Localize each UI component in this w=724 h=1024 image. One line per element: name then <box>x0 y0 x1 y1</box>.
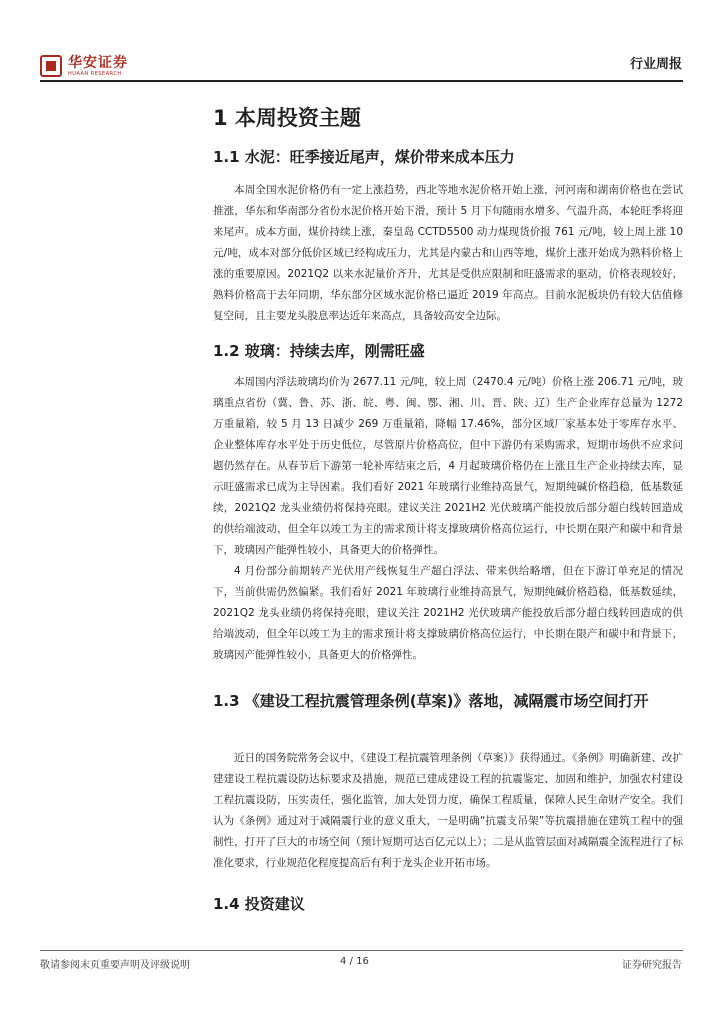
section-heading-cement: 1.1 水泥：旺季接近尾声，煤价带来成本压力 <box>213 148 515 166</box>
section-body-seismic <box>213 748 683 874</box>
section-heading-seismic: 1.3 《建设工程抗震管理条例(草案)》落地，减隔震市场空间打开 <box>213 692 649 710</box>
page-title: 1 本周投资主题 <box>213 106 361 130</box>
paragraph: 本周全国水泥价格仍有一定上涨趋势，西北等地水泥价格开始上涨，河河南和湖南价格也在尝试推涨，华东和华南部分省份水泥价格开始下滑，预计 5 月下旬随雨水增多、气温升高，本轮旺季将迎来尾声。成本方面，煤价持续上涨，秦皇岛 CCTD5500 动力煤现货价报 761 元/吨，较上周上涨 10 元/吨，成本对部分低价区域已经构成压力，尤其是内蒙古和山西等地，煤价上涨开始成为熟料价格上涨的重要原因。2021Q2 以来水泥量价齐升，尤其是受供应限制和旺盛需求的驱动，价格表现较好，熟料价格高于去年同期，华东部分区域水泥价格已逼近 2019 年高点。目前水泥板块仍有较大估值修复空间，且主要龙头股息率达近年来高点，具备较高安全边际。 <box>213 184 683 322</box>
company-logo <box>40 55 128 77</box>
section-body-cement <box>213 180 683 327</box>
header-divider <box>40 80 683 82</box>
paragraph: 近日的国务院常务会议中，《建设工程抗震管理条例（草案）》获得通过。《条例》明确新建、改扩建建设工程抗震设防达标要求及措施，规范已建成建设工程的抗震鉴定、加固和维护，加强农村建设工程抗震设防，压实责任，强化监管，加大处罚力度，确保工程质量，保障人民生命财产安全。我们认为《条例》通过对于减隔震行业的意义重大，一是明确“抗震支吊架”等抗震措施在建筑工程中的强制性，打开了巨大的市场空间（预计短期可达百亿元以上）；二是从监管层面对减隔震全流程进行了标准化要求，行业规范化程度提高后有利于龙头企业开拓市场。 <box>213 752 683 869</box>
logo-icon <box>40 55 62 77</box>
section-heading-glass: 1.2 玻璃：持续去库，刚需旺盛 <box>213 342 425 360</box>
paragraph: 4 月份部分前期转产光伏用产线恢复生产超白浮法、带来供给略增，但在下游订单充足的情况下，当前供需仍然偏紧。我们看好 2021 年玻璃行业维持高景气，短期纯碱价格趋稳，低基数延续，2021Q2 龙头业绩仍将保持亮眼，建议关注 2021H2 光伏玻璃产能投放后部分超白线转回造成的供给端波动，但全年以竣工为主的需求预计将支撑玻璃价格高位运行，中长期在限产和碳中和背景下，玻璃因产能弹性较小，具备更大的价格弹性。 <box>213 565 683 661</box>
section-body-glass <box>213 372 683 666</box>
footer-disclaimer: 敬请参阅末页重要声明及评级说明 <box>40 960 190 971</box>
report-type-label: 行业周报 <box>629 57 682 72</box>
section-heading-investment: 1.4 投资建议 <box>213 895 305 913</box>
logo-english-name: HUAAN RESEARCH <box>68 71 122 77</box>
logo-chinese-name: 华安证券 <box>68 55 128 71</box>
footer-report-label: 证券研究报告 <box>622 960 682 971</box>
page-header <box>0 0 724 100</box>
paragraph: 本周国内浮法玻璃均价为 2677.11 元/吨，较上周（2470.4 元/吨）价格上涨 206.71 元/吨，玻璃重点省份（冀、鲁、苏、浙、皖、粤、闽、鄂、湘、川、晋、陕、辽）生产企业库存总量为 1272 万重量箱，较 5 月 13 日减少 269 万重量箱，降幅 17.46%，部分区域厂家基本处于零库存水平、企业整体库存水平处于历史低位，尽管原片价格高位，但中下游仍有采购需求，短期市场供不应求问题仍然存在。从春节后下游第一轮补库结束之后，4 月起玻璃价格仍在上涨且生产企业持续去库，显示旺盛需求已成为主导因素。我们看好 2021 年玻璃行业维持高景气，短期纯碱价格趋稳，低基数延续，2021Q2 龙头业绩仍将保持亮眼。建议关注 2021H2 光伏玻璃产能投放后部分超白线转回造成的供给端波动，但全年以竣工为主的需求预计将支撑玻璃价格高位运行，中长期在限产和碳中和背景下，玻璃因产能弹性较小，具备更大的价格弹性。 <box>213 376 683 556</box>
footer-divider <box>40 950 683 951</box>
page-number: 4 / 16 <box>340 956 369 967</box>
